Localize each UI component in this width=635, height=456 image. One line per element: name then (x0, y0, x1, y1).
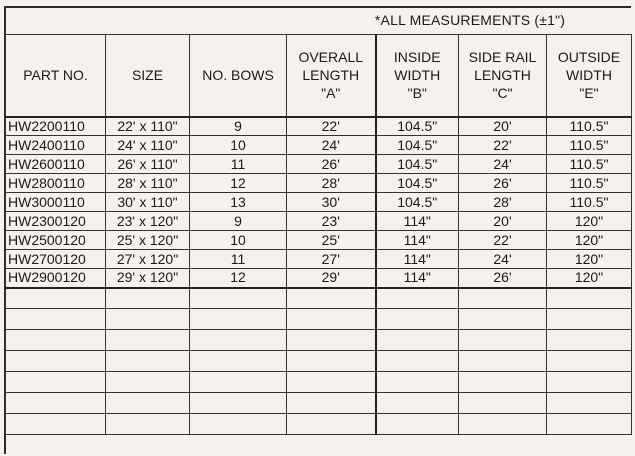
side-rail-length-cell: 22' (459, 136, 547, 155)
size-cell: 24' x 110" (106, 136, 190, 155)
empty-cell (287, 330, 376, 351)
part-no-cell: HW2300120 (6, 212, 106, 231)
overall-length-cell: 27' (287, 250, 376, 269)
outside-width-cell: 110.5" (547, 155, 632, 174)
empty-cell (376, 288, 459, 309)
side-rail-length-cell: 24' (459, 250, 547, 269)
side-rail-length-cell: 20' (459, 117, 547, 136)
part-no-cell: HW3000110 (6, 193, 106, 212)
empty-cell (459, 309, 547, 330)
side-rail-length-cell: 26' (459, 174, 547, 193)
no-bows-cell: 10 (190, 231, 287, 250)
empty-cell (376, 393, 459, 414)
empty-cell (106, 309, 190, 330)
table-row (6, 231, 632, 250)
no-bows-cell: 9 (190, 117, 287, 136)
no-bows-cell: 12 (190, 269, 287, 288)
empty-cell (190, 330, 287, 351)
empty-cell (287, 309, 376, 330)
empty-cell (190, 288, 287, 309)
empty-cell (106, 351, 190, 372)
no-bows-cell: 13 (190, 193, 287, 212)
empty-cell (190, 351, 287, 372)
side-rail-length-cell: 24' (459, 155, 547, 174)
empty-cell (106, 288, 190, 309)
overall-length-cell: 23' (287, 212, 376, 231)
empty-cell (106, 414, 190, 435)
table-row (6, 155, 632, 174)
empty-cell (190, 414, 287, 435)
empty-row (6, 309, 632, 330)
part-no-cell: HW2200110 (6, 117, 106, 136)
header-row (6, 35, 632, 117)
empty-cell (287, 414, 376, 435)
header-size: SIZE (106, 35, 190, 117)
empty-cell (106, 330, 190, 351)
empty-cell (376, 372, 459, 393)
measurement-note: *ALL MEASUREMENTS (±1") (374, 12, 566, 28)
table-row (6, 193, 632, 212)
inside-width-cell: 104.5" (376, 117, 459, 136)
inside-width-cell: 114" (376, 212, 459, 231)
outside-width-cell: 120" (547, 269, 632, 288)
empty-cell (547, 351, 632, 372)
empty-cell (106, 393, 190, 414)
overall-length-cell: 30' (287, 193, 376, 212)
header-inside-width: INSIDE WIDTH "B" (376, 35, 459, 117)
outside-width-cell: 120" (547, 250, 632, 269)
empty-cell (6, 414, 106, 435)
empty-row (6, 393, 632, 414)
side-rail-length-cell: 26' (459, 269, 547, 288)
empty-cell (6, 288, 106, 309)
size-cell: 26' x 110" (106, 155, 190, 174)
side-rail-length-cell: 20' (459, 212, 547, 231)
size-cell: 25' x 120" (106, 231, 190, 250)
overall-length-cell: 25' (287, 231, 376, 250)
outside-width-cell: 110.5" (547, 193, 632, 212)
header-part-no: PART NO. (6, 35, 106, 117)
empty-cell (6, 330, 106, 351)
empty-cell (376, 330, 459, 351)
part-no-cell: HW2400110 (6, 136, 106, 155)
empty-cell (459, 393, 547, 414)
empty-row (6, 330, 632, 351)
empty-cell (547, 288, 632, 309)
no-bows-cell: 11 (190, 250, 287, 269)
empty-cell (376, 414, 459, 435)
empty-row (6, 288, 632, 309)
header-no-bows: NO. BOWS (190, 35, 287, 117)
table-row (6, 174, 632, 193)
inside-width-cell: 104.5" (376, 136, 459, 155)
overall-length-cell: 24' (287, 136, 376, 155)
empty-cell (6, 372, 106, 393)
outside-width-cell: 110.5" (547, 136, 632, 155)
empty-cell (459, 372, 547, 393)
empty-cell (459, 288, 547, 309)
table-row (6, 250, 632, 269)
empty-cell (547, 372, 632, 393)
empty-cell (376, 309, 459, 330)
overall-length-cell: 28' (287, 174, 376, 193)
empty-cell (6, 351, 106, 372)
header-outside-width: OUTSIDE WIDTH "E" (547, 35, 632, 117)
size-cell: 28' x 110" (106, 174, 190, 193)
outside-width-cell: 120" (547, 231, 632, 250)
table-row (6, 212, 632, 231)
no-bows-cell: 12 (190, 174, 287, 193)
size-cell: 29' x 120" (106, 269, 190, 288)
empty-cell (6, 309, 106, 330)
empty-cell (190, 372, 287, 393)
no-bows-cell: 9 (190, 212, 287, 231)
side-rail-length-cell: 22' (459, 231, 547, 250)
empty-cell (376, 351, 459, 372)
empty-cell (287, 288, 376, 309)
inside-width-cell: 104.5" (376, 174, 459, 193)
empty-cell (459, 351, 547, 372)
no-bows-cell: 10 (190, 136, 287, 155)
spec-table (5, 34, 632, 435)
no-bows-cell: 11 (190, 155, 287, 174)
empty-cell (459, 330, 547, 351)
part-no-cell: HW2800110 (6, 174, 106, 193)
inside-width-cell: 114" (376, 269, 459, 288)
outside-width-cell: 110.5" (547, 117, 632, 136)
empty-cell (547, 309, 632, 330)
inside-width-cell: 104.5" (376, 193, 459, 212)
overall-length-cell: 26' (287, 155, 376, 174)
size-cell: 23' x 120" (106, 212, 190, 231)
empty-cell (287, 393, 376, 414)
table-row (6, 269, 632, 288)
empty-row (6, 414, 632, 435)
empty-cell (547, 414, 632, 435)
header-overall-length: OVERALL LENGTH "A" (287, 35, 376, 117)
empty-row (6, 372, 632, 393)
empty-cell (459, 414, 547, 435)
outside-width-cell: 110.5" (547, 174, 632, 193)
size-cell: 30' x 110" (106, 193, 190, 212)
side-rail-length-cell: 28' (459, 193, 547, 212)
part-no-cell: HW2600110 (6, 155, 106, 174)
inside-width-cell: 104.5" (376, 155, 459, 174)
empty-cell (106, 372, 190, 393)
outside-width-cell: 120" (547, 212, 632, 231)
table-row (6, 136, 632, 155)
empty-cell (547, 393, 632, 414)
size-cell: 27' x 120" (106, 250, 190, 269)
size-cell: 22' x 110" (106, 117, 190, 136)
part-no-cell: HW2500120 (6, 231, 106, 250)
part-no-cell: HW2700120 (6, 250, 106, 269)
empty-cell (6, 393, 106, 414)
empty-cell (190, 393, 287, 414)
empty-cell (547, 330, 632, 351)
overall-length-cell: 29' (287, 269, 376, 288)
inside-width-cell: 114" (376, 231, 459, 250)
part-no-cell: HW2900120 (6, 269, 106, 288)
header-side-rail-length: SIDE RAIL LENGTH "C" (459, 35, 547, 117)
inside-width-cell: 114" (376, 250, 459, 269)
table-row (6, 117, 632, 136)
empty-cell (287, 372, 376, 393)
empty-cell (287, 351, 376, 372)
empty-cell (190, 309, 287, 330)
overall-length-cell: 22' (287, 117, 376, 136)
empty-row (6, 351, 632, 372)
